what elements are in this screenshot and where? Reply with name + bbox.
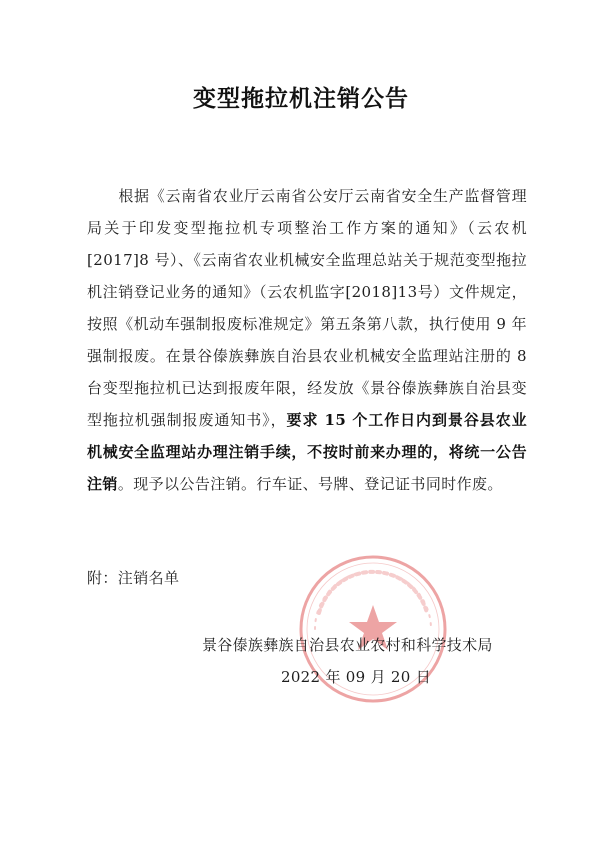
body-bold-text: 要求 15 个工作日内到景谷县农业机械安全监理站办理注销手续，不按时前来办理的，将统一公告注销 (87, 411, 527, 493)
attachment-label: 附：注销名单 (87, 569, 180, 587)
issuer-name: 景谷傣族彝族自治县农业农村和科学技术局 (202, 636, 493, 654)
body-tail-text: 。现予以公告注销。行车证、号牌、登记证书同时作废。 (117, 475, 503, 493)
announcement-body (87, 180, 527, 500)
document-title: 变型拖拉机注销公告 (193, 85, 409, 112)
body-normal-text: 根据《云南省农业厅云南省公安厅云南省安全生产监督管理局关于印发变型拖拉机专项整治工作方案的通知》（云农机[2017]8 号）、《云南省农业机械安全监理总站关于规范变型拖拉机注销登记业务的通知》（云农机监字[2018]13号）文件规定，按照《机动车强制报废标准规定》第五条第八款，执行使用 9 年强制报废。在景谷傣族彝族自治县农业机械安全监理站注册的 8 台变型拖拉机已达到报废年限，经发放《景谷傣族彝族自治县变型拖拉机强制报废通知书》， (87, 187, 527, 429)
issue-date: 2022 年 09 月 20 日 (281, 668, 431, 686)
